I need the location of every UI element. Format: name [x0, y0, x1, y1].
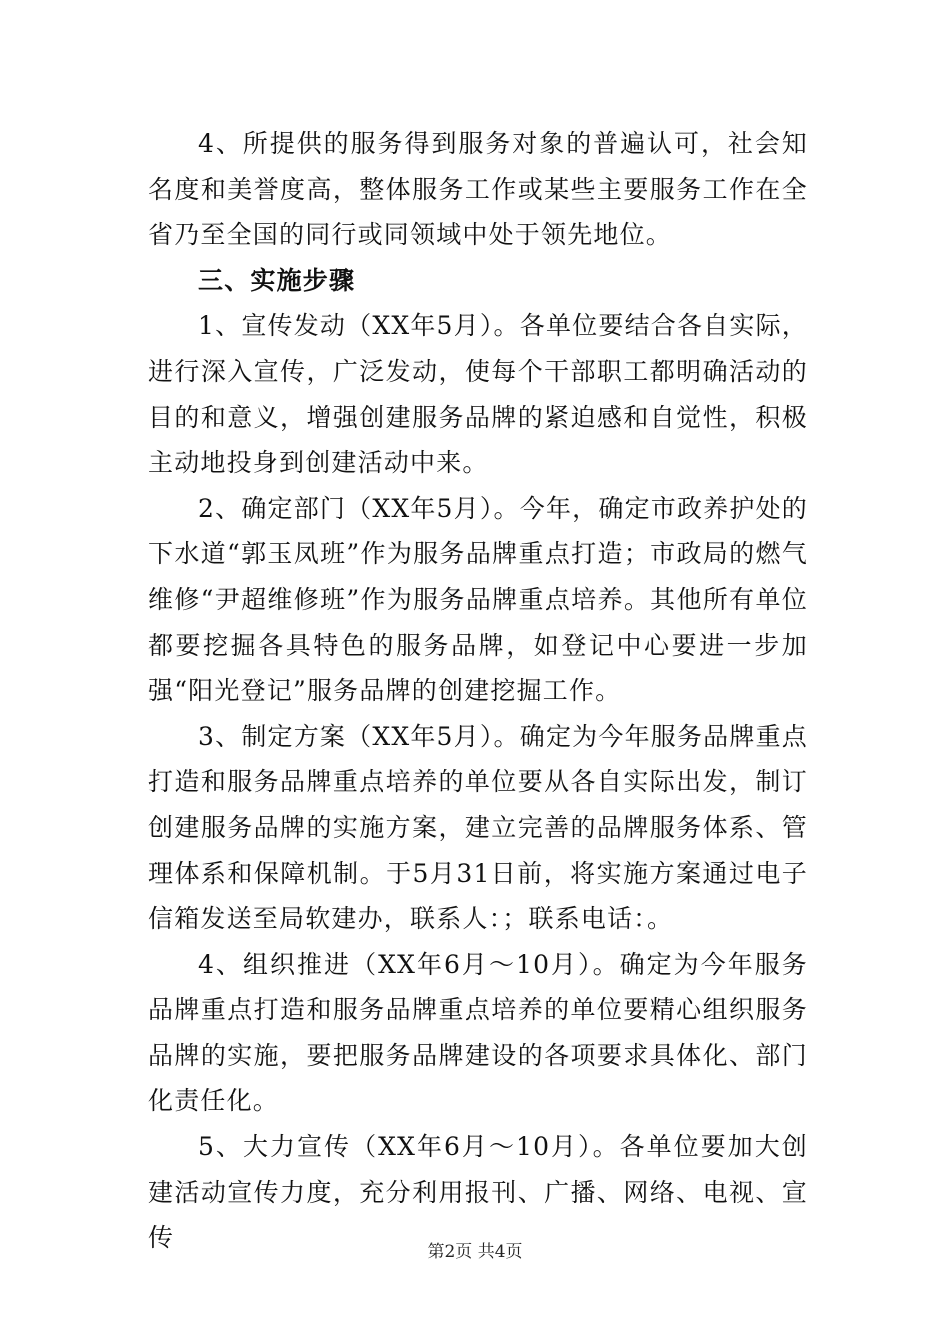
paragraph-item-4-criteria: 4、所提供的服务得到服务对象的普遍认可，社会知名度和美誉度高，整体服务工作或某些主要服务工作在全省乃至全国的同行或同领域中处于领先地位。 — [148, 129, 808, 250]
paragraph-step-1-publicity: 1、宣传发动（XX年5月）。各单位要结合各自实际，进行深入宣传，广泛发动，使每个干部职工都明确活动的目的和意义，增强创建服务品牌的紧迫感和自觉性，积极主动地投身到创建活动中来。 — [148, 311, 808, 478]
page-number-footer: 第2页 共4页 — [427, 1242, 523, 1262]
paragraph-step-5-publicity: 5、大力宣传（XX年6月～10月）。各单位要加大创建活动宣传力度，充分利用报刊、广播、网络、电视、宣传 — [148, 1132, 808, 1253]
paragraph-step-2-departments: 2、确定部门（XX年5月）。今年，确定市政养护处的下水道“郭玉凤班”作为服务品牌重点打造；市政局的燃气维修“尹超维修班”作为服务品牌重点培养。其他所有单位都要挖掘各具特色的服务品牌，如登记中心要进一步加强“阳光登记”服务品牌的创建挖掘工作。 — [148, 493, 808, 706]
paragraph-step-3-plan: 3、制定方案（XX年5月）。确定为今年服务品牌重点打造和服务品牌重点培养的单位要从各自实际出发，制订创建服务品牌的实施方案，建立完善的品牌服务体系、管理体系和保障机制。于5月31日前，将实施方案通过电子信箱发送至局软建办，联系人：；联系电话：。 — [148, 721, 808, 934]
paragraph-step-4-promotion: 4、组织推进（XX年6月～10月）。确定为今年服务品牌重点打造和服务品牌重点培养的单位要精心组织服务品牌的实施，要把服务品牌建设的各项要求具体化、部门化责任化。 — [148, 949, 808, 1116]
document-body — [148, 121, 808, 1261]
section-heading-implementation-steps: 三、实施步骤 — [198, 265, 356, 295]
